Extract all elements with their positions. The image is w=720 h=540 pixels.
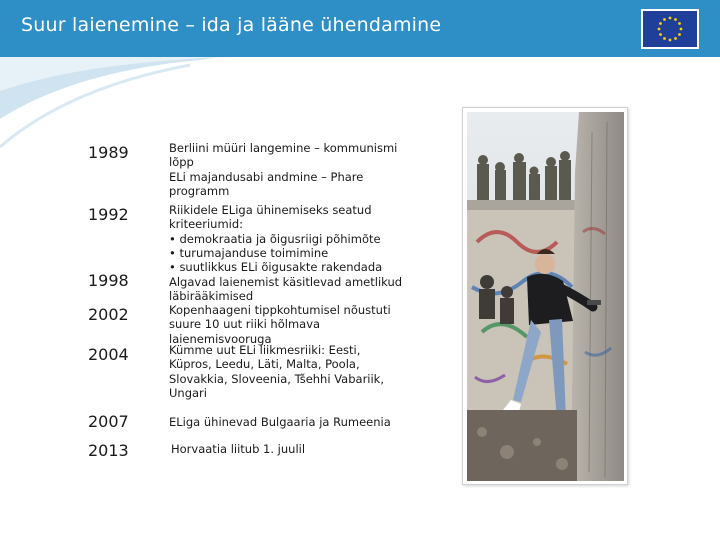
berlin-wall-photo (462, 107, 628, 485)
desc-line: • suutlikkus ELi õigusakte rakendada (169, 260, 383, 275)
desc-line: Algavad laienemist käsitlevad ametlikud (169, 275, 403, 289)
timeline-year-1989: 1989 (88, 143, 129, 162)
timeline-year-2002: 2002 (88, 305, 129, 324)
timeline-desc-2004 (169, 343, 414, 400)
timeline-year-2004: 2004 (88, 345, 129, 364)
desc-line: programm (169, 183, 230, 198)
desc-line: Riikidele ELiga ühinemiseks seatud (169, 203, 372, 217)
desc-line: • demokraatia ja õigusriigi põhimõte (169, 231, 381, 246)
timeline-year-2013: 2013 (88, 441, 129, 460)
timeline-desc-1998 (169, 275, 414, 304)
eu-flag-icon (641, 9, 699, 49)
berlin-wall-image (467, 112, 624, 481)
timeline-desc-2002 (169, 303, 414, 346)
timeline-desc-2013 (171, 442, 416, 456)
timeline-desc-2007 (169, 415, 414, 429)
desc-line: kriteeriumid: (169, 217, 244, 232)
timeline-desc-1992 (169, 203, 414, 274)
desc-line: • turumajanduse toimimine (169, 245, 329, 260)
desc-line: Slovakkia, Sloveenia, Tšehhi Vabariik, (169, 371, 385, 386)
timeline-desc-1989 (169, 141, 414, 198)
desc-line: suure 10 uut riiki hõlmava (169, 317, 321, 332)
timeline-year-2007: 2007 (88, 412, 129, 431)
desc-line: läbirääkimised (169, 289, 254, 304)
timeline-year-1998: 1998 (88, 271, 129, 290)
desc-line: Küpros, Leedu, Läti, Malta, Poola, (169, 357, 360, 372)
slide-header (0, 0, 720, 57)
desc-line: lõpp (169, 155, 194, 170)
desc-line: Berliini müüri langemine – kommunismi (169, 141, 398, 155)
desc-line: Kümme uut ELi liikmesriiki: Eesti, (169, 343, 361, 357)
timeline-year-1992: 1992 (88, 205, 129, 224)
desc-line: ELiga ühinevad Bulgaaria ja Rumeenia (169, 415, 391, 429)
desc-line: laienemisvooruga (169, 331, 272, 346)
desc-line: Horvaatia liitub 1. juulil (171, 442, 306, 456)
slide-title: Suur laienemine – ida ja lääne ühendamine (21, 14, 442, 36)
desc-line: ELi majandusabi andmine – Phare (169, 169, 364, 184)
desc-line: Kopenhaageni tippkohtumisel nõustuti (169, 303, 391, 317)
desc-line: Ungari (169, 385, 207, 400)
